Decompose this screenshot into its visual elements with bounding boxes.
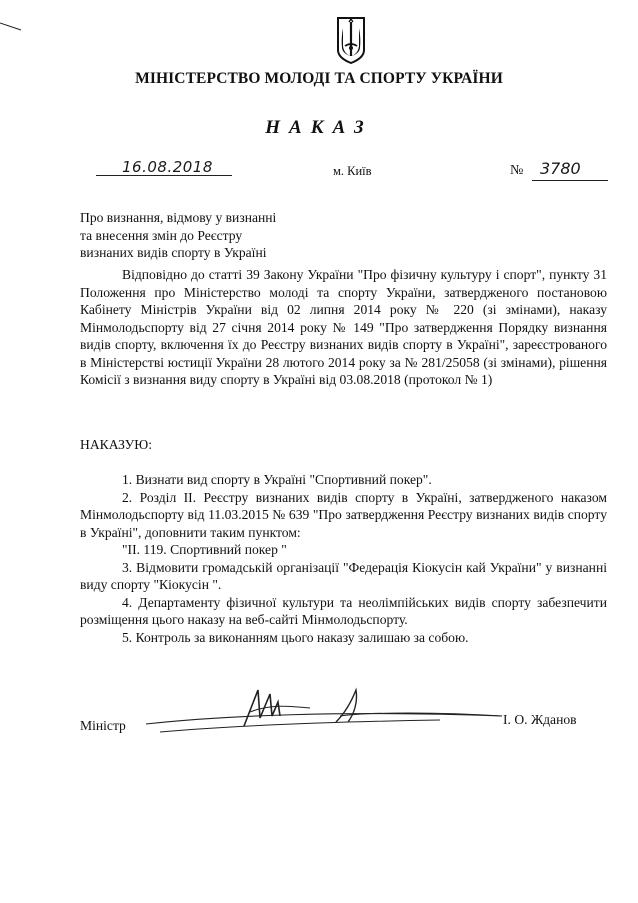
- order-title: НАКАЗ: [265, 117, 373, 138]
- order-subject: [80, 209, 276, 262]
- order-item-5: 5. Контроль за виконанням цього наказу залишаю за собою.: [122, 629, 469, 645]
- preamble: [80, 266, 607, 389]
- subject-line: та внесення змін до Реєстру: [80, 227, 243, 243]
- preamble-text: Відповідно до статті 39 Закону України "Про фізичну культуру і спорт", пункту 31 Положення про Міністерство молоді та спорту України, затвердженого постановою Кабінету Міністрів України від 02 липня 2014 року № 220 (зі змінами), наказу Мінмолодьспорту від 27 січня 2014 року № 149 "Про затвердження Порядку визнання видів спорту, включення їх до Реєстру визнаних видів спорту в Україні", зареєстрованого в Міністерстві юстиції України 28 лютого 2014 року за № 281/25058 (зі змінами), рішення Комісії з визнання виду спорту в Україні від 03.08.2018 (протокол № 1): [80, 267, 607, 387]
- signatory-position: Міністр: [80, 718, 126, 733]
- order-city: м. Київ: [333, 164, 372, 178]
- order-item-2: 2. Розділ ІІ. Реєстру визнаних видів спорту в Україні, затвердженого наказом Мінмолодьспорту від 11.03.2015 № 639 "Про затвердження Реєстру визнаних видів спорту в Україні", доповнити таким пунктом:: [80, 489, 607, 540]
- signatory-name: І. О. Жданов: [503, 712, 577, 727]
- corner-mark: [0, 18, 22, 32]
- order-number: 3780: [540, 159, 581, 178]
- order-word: НАКАЗУЮ:: [80, 437, 153, 452]
- signature-icon: [140, 682, 506, 742]
- subject-line: Про визнання, відмову у визнанні: [80, 210, 277, 225]
- order-item-3: 3. Відмовити громадській організації "Федерація Кіокусін кай України" у визнанні виду спорту "Кіокусін ".: [80, 559, 607, 592]
- order-item-4: 4. Департаменту фізичної культури та неолімпійських видів спорту забезпечити розміщення цього наказу на веб-сайті Мінмолодьспорту.: [80, 594, 607, 627]
- ministry-name: МІНІСТЕРСТВО МОЛОДІ ТА СПОРТУ УКРАЇНИ: [135, 70, 503, 87]
- order-items: [80, 471, 607, 646]
- order-item-1: 1. Визнати вид спорту в Україні "Спортивний покер".: [122, 472, 432, 487]
- order-item-2-quote: "ІІ. 119. Спортивний покер ": [122, 542, 287, 557]
- number-underline: [532, 180, 608, 181]
- subject-line: визнаних видів спорту в Україні: [80, 245, 267, 260]
- number-sign: №: [510, 163, 524, 178]
- trident-emblem-icon: [336, 16, 366, 64]
- order-date: 16.08.2018: [122, 158, 213, 176]
